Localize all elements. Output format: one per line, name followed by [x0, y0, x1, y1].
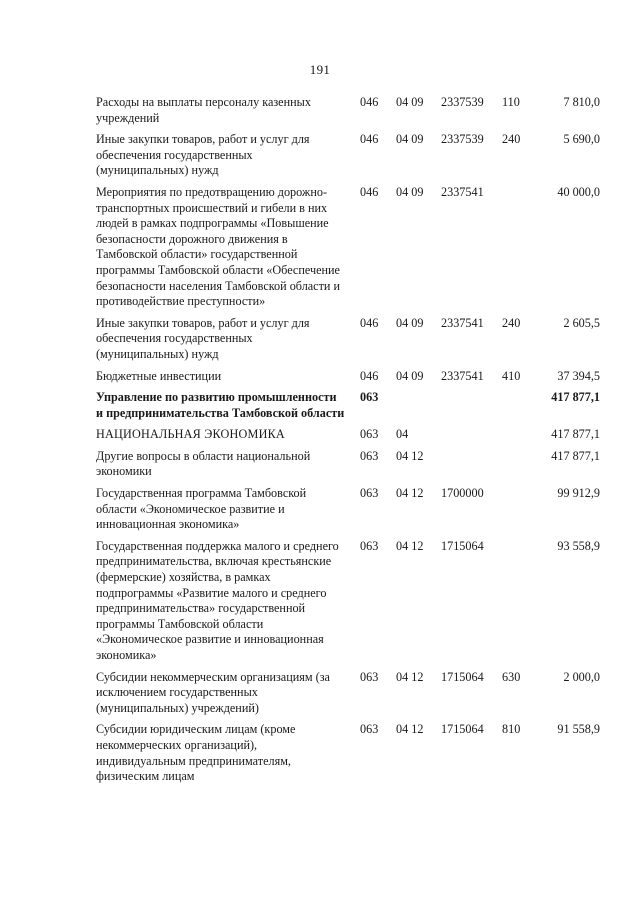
- row-name: Субсидии некоммерческим организациям (за исключением государственных (муниципальных) учреждений): [96, 669, 330, 715]
- row-amount: 91 558,9: [557, 722, 600, 737]
- row-name: НАЦИОНАЛЬНАЯ ЭКОНОМИКА: [96, 427, 285, 442]
- row-expense-type: 240: [502, 315, 521, 330]
- row-name: Бюджетные инвестиции: [96, 368, 222, 383]
- row-target-code: 1715064: [441, 722, 484, 737]
- row-section-code: 04 12: [396, 538, 424, 553]
- row-ministry-code: 063: [360, 448, 379, 463]
- row-name: Мероприятия по предотвращению дорожно-транспортных происшествий и гибели в них людей в рамках подпрограммы «Повышение безопасности дорожного движения в Тамбовской области» государственной программы Тамбовской области «Обеспечение безопасности населения Тамбовской области и противодействие преступности»: [96, 184, 341, 309]
- row-section-code: 04 09: [396, 132, 424, 147]
- row-ministry-code: 063: [360, 486, 379, 501]
- row-name: Субсидии юридическим лицам (кроме некоммерческих организаций), индивидуальным предпринимателям, физическим лицам: [96, 722, 296, 784]
- row-amount: 417 877,1: [551, 390, 600, 405]
- row-amount: 2 000,0: [563, 669, 600, 684]
- row-ministry-code: 046: [360, 368, 379, 383]
- row-expense-type: 240: [502, 132, 521, 147]
- row-amount: 7 810,0: [563, 95, 600, 109]
- table-row: [96, 369, 608, 391]
- row-name: Государственная программа Тамбовской области «Экономическое развитие и инновационная экономика»: [96, 486, 307, 532]
- row-ministry-code: 063: [360, 538, 379, 553]
- row-amount: 417 877,1: [551, 448, 600, 463]
- row-target-code: 2337539: [441, 95, 484, 109]
- row-section-code: 04 12: [396, 486, 424, 501]
- budget-table: [96, 95, 608, 791]
- row-amount: 93 558,9: [557, 538, 600, 553]
- row-section-code: 04 09: [396, 95, 424, 109]
- table-row: [96, 670, 608, 723]
- table-row: [96, 427, 608, 449]
- row-section-code: 04 12: [396, 722, 424, 737]
- table-row: [96, 185, 608, 316]
- row-name: Управление по развитию промышленности и предпринимательства Тамбовской области: [96, 390, 345, 420]
- row-target-code: 1715064: [441, 538, 484, 553]
- row-section-code: 04 09: [396, 368, 424, 383]
- page-number: 191: [309, 62, 331, 77]
- row-amount: 40 000,0: [557, 184, 600, 199]
- row-section-code: 04 12: [396, 669, 424, 684]
- table-row: [96, 316, 608, 369]
- table-row: [96, 722, 608, 790]
- row-name: Иные закупки товаров, работ и услуг для обеспечения государственных (муниципальных) нужд: [96, 132, 310, 178]
- row-expense-type: 410: [502, 368, 521, 383]
- row-section-code: 04 09: [396, 184, 424, 199]
- row-target-code: 2337541: [441, 368, 484, 383]
- row-section-code: 04: [396, 427, 409, 442]
- row-amount: 37 394,5: [557, 368, 600, 383]
- row-amount: 99 912,9: [557, 486, 600, 501]
- row-target-code: 1700000: [441, 486, 484, 501]
- row-expense-type: 810: [502, 722, 521, 737]
- row-ministry-code: 046: [360, 132, 379, 147]
- row-ministry-code: 046: [360, 315, 379, 330]
- row-section-code: 04 09: [396, 315, 424, 330]
- table-row: [96, 132, 608, 185]
- table-row: [96, 95, 608, 132]
- row-amount: 5 690,0: [563, 132, 600, 147]
- table-row-department: [96, 390, 608, 427]
- row-target-code: 2337541: [441, 315, 484, 330]
- row-expense-type: 630: [502, 669, 521, 684]
- table-row: [96, 449, 608, 486]
- row-expense-type: 110: [502, 95, 520, 109]
- row-ministry-code: 046: [360, 184, 379, 199]
- row-ministry-code: 063: [360, 722, 379, 737]
- row-target-code: 2337541: [441, 184, 484, 199]
- table-row: [96, 486, 608, 539]
- row-ministry-code: 046: [360, 95, 379, 109]
- row-name: Расходы на выплаты персоналу казенных учреждений: [96, 95, 311, 125]
- row-name: Иные закупки товаров, работ и услуг для обеспечения государственных (муниципальных) нужд: [96, 315, 310, 361]
- row-amount: 417 877,1: [551, 427, 600, 442]
- row-ministry-code: 063: [360, 427, 379, 442]
- row-target-code: 2337539: [441, 132, 484, 147]
- row-target-code: 1715064: [441, 669, 484, 684]
- row-amount: 2 605,5: [563, 315, 600, 330]
- row-name: Другие вопросы в области национальной экономики: [96, 448, 311, 479]
- row-name: Государственная поддержка малого и среднего предпринимательства, включая крестьянские (фермерские) хозяйства, в рамках подпрограммы «Развитие малого и среднего предпринимательства» государственной программы Тамбовской области «Экономическое развитие и инновационная экономика»: [96, 538, 339, 662]
- table-row: [96, 539, 608, 670]
- row-ministry-code: 063: [360, 390, 379, 405]
- row-ministry-code: 063: [360, 669, 379, 684]
- row-section-code: 04 12: [396, 448, 424, 463]
